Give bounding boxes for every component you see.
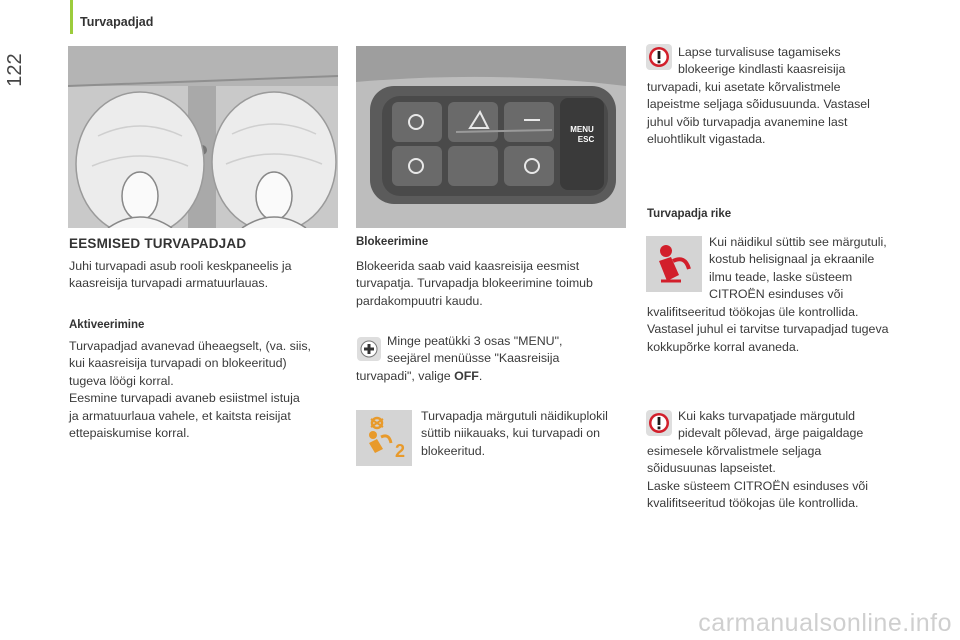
front-airbags-intro: Juhi turvapadi asub rooli keskpaneelis ja kaasreisija turvapadi armatuurlauas. [69, 259, 292, 291]
two-lights-warning-rest: esimesele kõrvalistmele seljaga sõidusuunas lapseistet. Laske süsteem CITROËN esinduses või kvalifitseeritud töökojas üle kontrollida. [647, 444, 869, 511]
front-airbags-title: EESMISED TURVAPADJAD [69, 236, 247, 251]
airbag-fault-text-rest: kvalifitseeritud töökojas üle kontrollida. Vastasel juhul ei tarvitse turvapadjad tugeva kokkupõrke korral avaneda. [647, 305, 889, 354]
airbag-off-indicator-icon [356, 410, 412, 466]
activation-text: Turvapadjad avanevad üheaegselt, (va. siis, kui kaasreisija turvapadi on blokeeritud) tugeva löögi korral. Eesmine turvapadi avaneb esiistmel istuja ja armatuurlaua vahele, et kaitsta reisijat ettepaiskumise korral. [69, 339, 311, 441]
deactivation-title: Blokeerimine [356, 236, 429, 248]
page-number: 122 [4, 53, 26, 87]
indicator-text: Turvapadja märgutuli näidikuplokil süttib niikauaks, kui turvapadi on blokeeritud. [421, 409, 608, 458]
deactivation-text: Blokeerida saab vaid kaasreisija eesmist turvapatja. Turvapadja blokeerimine toimub pardakompuutri kaudu. [356, 259, 593, 308]
activation-title: Aktiveerimine [69, 319, 145, 331]
menu-key-label: MENU [570, 125, 594, 134]
warning-icon [646, 44, 672, 70]
indicator-digit: 2 [395, 441, 406, 461]
airbag-fault-title: Turvapadja rike [647, 208, 732, 220]
control-panel-illustration [356, 46, 626, 228]
watermark: carmanualsonline.info [698, 609, 952, 637]
airbag-fault-text-top: Kui näidikul süttib see märgutuli, kostub helisignaal ja ekraanile ilmu teade, laske süsteem CITROËN esinduses või [709, 235, 887, 302]
section-title: Turvapadjad [80, 15, 154, 29]
child-safety-warning-top: Lapse turvalisuse tagamiseks blokeerige kindlasti kaasreisija [678, 45, 846, 77]
two-lights-warning-top: Kui kaks turvapatjade märgutuld pidevalt põlevad, ärge paigaldage [678, 409, 864, 441]
esc-key-label: ESC [577, 135, 595, 144]
menu-tip-lines: Minge peatükki 3 osas "MENU", seejärel menüüsse "Kaasreisija [387, 334, 563, 366]
airbag-fault-indicator-icon [646, 236, 702, 292]
section-accent-bar [70, 0, 73, 34]
off-option-label: OFF [454, 369, 479, 383]
menu-tip-last-line: turvapadi", valige OFF. [356, 369, 483, 383]
plus-icon [357, 337, 381, 361]
airbags-illustration [68, 46, 338, 228]
warning-icon [646, 410, 672, 436]
child-safety-warning-rest: turvapadi, kui asetate kõrvalistmele lapeistme seljaga sõidusuunda. Vastasel juhul võib turvapadja avanemine last eluohtlikult vigastada. [647, 80, 870, 147]
